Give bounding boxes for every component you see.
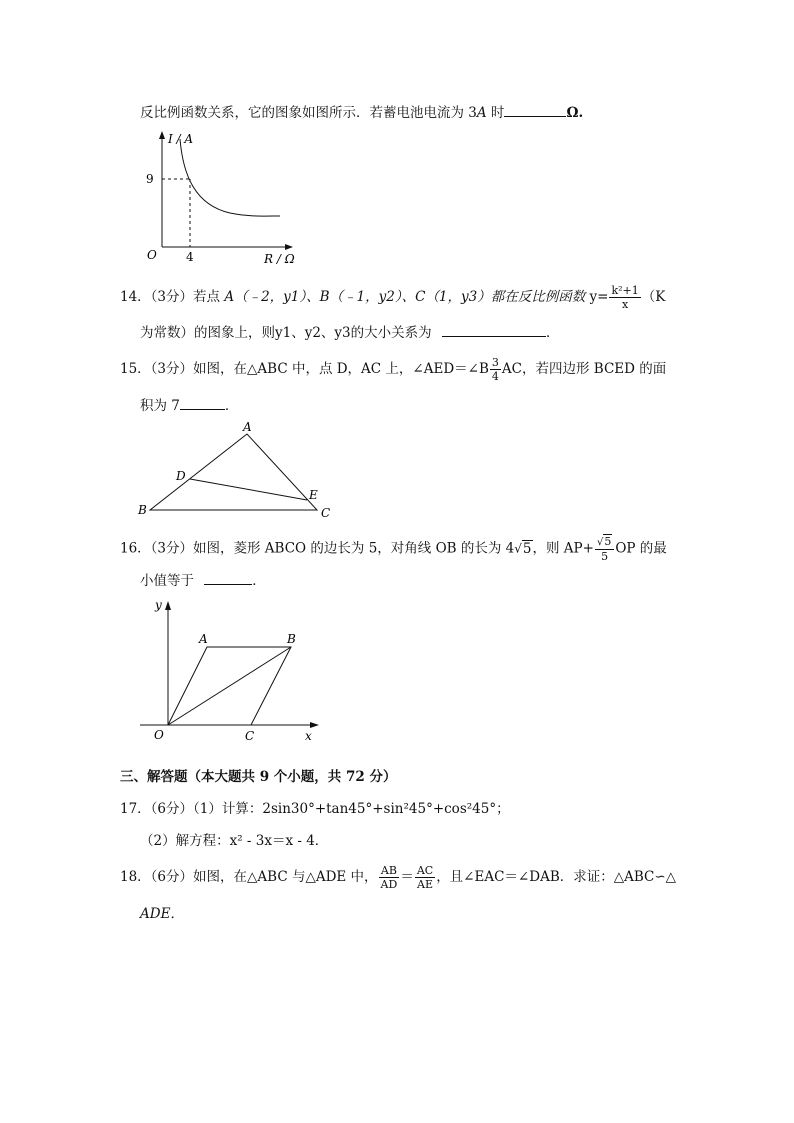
rhombus-label-c: C — [245, 729, 255, 743]
q18-f1-den: AD — [380, 878, 398, 891]
q13-answer-blank[interactable] — [504, 104, 566, 117]
q14-line2-end: ． — [545, 325, 560, 341]
q16-line1: 16．（3分）如图，菱形 ABCO 的边长为 5，对角线 OB 的长为 4√5，则 AP+ $\frac{√5}{5}$ OP 的最 — [120, 535, 667, 563]
q14-number: 14．（3分）若点 — [120, 289, 221, 305]
q16-line2 — [140, 572, 266, 590]
q14-line1 — [120, 284, 665, 311]
q18-eq: ＝ — [400, 869, 414, 885]
inverse-function-graph — [135, 125, 300, 270]
q18-text-a: 18．（6分）如图，在△ABC 与△ADE 中， — [120, 869, 378, 885]
rhombus-y-arrow — [165, 601, 171, 610]
q16-mid: ，则 AP+ — [532, 540, 594, 557]
graph1-ylabel: I / A — [168, 132, 194, 146]
q15-line1-text: 15．（3分）如图，在△ABC 中，点 D，AC 上，∠AED＝∠B — [120, 361, 489, 377]
rhombus-x-arrow — [310, 722, 319, 728]
graph1-origin: O — [147, 248, 157, 262]
q18-f1-num: AB — [379, 864, 400, 878]
q18-f2-den: AE — [417, 878, 433, 891]
graph1-curve — [180, 139, 280, 216]
rhombus-diagram — [135, 595, 325, 750]
diagonal-ob — [168, 647, 291, 725]
graph1-y-arrow — [159, 131, 165, 139]
label-c: C — [321, 506, 331, 520]
q16-frac-den: 5 — [601, 550, 609, 563]
q14-line2-text: 为常数）的图象上，则y1、y2、y3的大小关系为 — [140, 325, 432, 341]
q18-f2-num: AC — [416, 864, 434, 877]
rhombus-label-y: y — [155, 598, 162, 612]
q18-line1 — [120, 864, 676, 891]
q18-line2: ADE． — [140, 906, 184, 922]
graph1-ytick: 9 — [146, 172, 154, 186]
q18-text-b: ，且∠EAC＝∠DAB．求证：△ABC∽△ — [436, 869, 677, 885]
q13-text-part1: 反比例函数关系，它的图象如图所示．若蓄电池电流为 3 — [140, 105, 477, 121]
q15-line2-text: 积为 7 — [140, 398, 180, 414]
graph1-x-arrow — [285, 244, 293, 250]
q15-frac-den: 4 — [491, 370, 499, 383]
q17-line1: 17．（6分）（1）计算：2sin30°+tan45°+sin²45°+cos²45°； — [120, 801, 510, 817]
q17-line2: （2）解方程：x² - 3x＝x - 4． — [140, 833, 329, 849]
q16-fraction — [595, 535, 614, 563]
q16-line1-text: 16．（3分）如图，菱形 ABCO 的边长为 5，对角线 OB 的长为 4 — [120, 540, 515, 557]
q16-line2-text: 小值等于 — [140, 573, 194, 589]
q13-unit: Ω. — [566, 105, 584, 121]
label-b: B — [138, 503, 147, 517]
q14-fraction — [609, 284, 640, 311]
q14-line1-end: （K — [641, 289, 666, 305]
q16-answer-blank[interactable] — [204, 572, 252, 585]
rhombus-label-x: x — [305, 729, 312, 743]
graph1-xtick: 4 — [186, 250, 194, 264]
rhombus-label-b: B — [287, 632, 296, 646]
q14-frac-num: k²+1 — [611, 284, 639, 297]
q16-line2-end: ． — [252, 573, 266, 589]
q15-line2-end: ． — [224, 398, 239, 414]
q15-line1 — [120, 356, 666, 383]
graph1-xlabel: R / Ω — [264, 252, 295, 266]
q15-line1-end: AC，若四边形 BCED 的面 — [501, 361, 667, 377]
q13-text-part2: 时 — [486, 105, 505, 121]
q14-frac-den: x — [622, 298, 629, 311]
q14-y-eq: y= — [589, 289, 609, 305]
q15-line2 — [140, 397, 238, 415]
q16-line1-end: OP 的最 — [615, 540, 667, 557]
label-e: E — [309, 488, 318, 502]
segment-de — [190, 479, 307, 500]
q14-line2 — [140, 324, 559, 342]
section-3-heading: 三、解答题（本大题共 9 个小题，共 72 分） — [120, 769, 397, 785]
q13-var: A — [476, 105, 487, 121]
q15-frac-num: 3 — [491, 356, 499, 369]
q18-fraction-2 — [415, 864, 435, 891]
q16-frac-num-root: 5 — [604, 535, 612, 548]
label-a: A — [243, 420, 252, 434]
label-d: D — [176, 469, 186, 483]
q18-fraction-1 — [379, 864, 400, 891]
q15-fraction — [490, 356, 501, 383]
rhombus-label-o: O — [154, 728, 164, 742]
rhombus-label-a: A — [199, 632, 208, 646]
q15-answer-blank[interactable] — [180, 397, 225, 410]
q16-sqrt5: 5 — [522, 540, 532, 557]
q13-text — [140, 104, 583, 122]
q16-frac-num: √5 — [595, 535, 614, 550]
triangle-diagram — [135, 418, 340, 523]
q14-points: A（﹣2，y1）、B（﹣1，y2）、C（1，y3）都在反比例函数 — [220, 289, 590, 305]
q14-answer-blank[interactable] — [442, 324, 546, 337]
